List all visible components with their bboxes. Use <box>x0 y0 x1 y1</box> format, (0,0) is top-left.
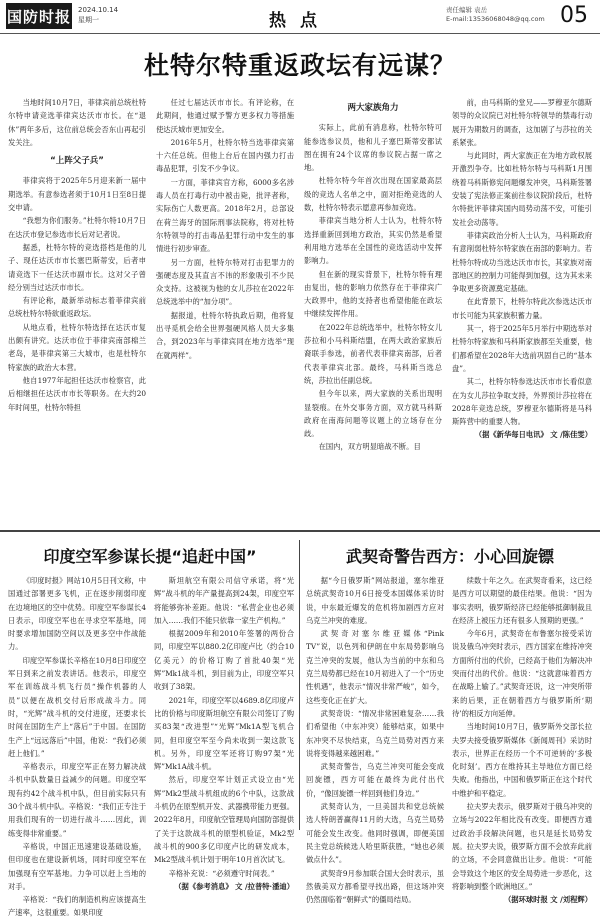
paragraph: 然后，印度空军计划正式设立由“光辉”Mk2型战斗机组成的6个中队，这款战斗机仍在原型机开发、武器携带能力更强。2022年8月，印度航空管理局向国防部提供了关于这款战斗机的原型机验证，Mk2型战斗机的900多亿印度卢比的研发成本，Mk2型战斗机计划于明年10月首次试飞。 <box>154 775 294 865</box>
column-divider <box>299 540 300 830</box>
paragraph: 实际上，此前有消息称，杜特尔特可能参选参议员，他和儿子塞巴斯蒂安都试图在拥有24个议席的参议院占据一席之地。 <box>304 123 442 173</box>
paragraph: 菲律宾政治分析人士认为，马科斯政府有意削弱杜特尔特家族在南部的影响力。若杜特尔特成功当选达沃市市长，其家族对南部地区的控制力可能得到加强，这为其未来争取更多资源奠定基础。 <box>452 230 592 294</box>
newspaper-logo: 国防时报 <box>6 3 72 29</box>
section-title: 热点 <box>269 11 331 31</box>
article2-headline: 印度空军参谋长提“追赶中国” <box>43 547 257 566</box>
paragraph: 菲律宾将于2025年5月迎来新一届中期选举。有意参选者须于10月1日至8日提交申请。 <box>8 176 146 213</box>
article-byline: （据《新华每日电讯》 文 /陈佳雯） <box>474 430 592 440</box>
section-divider <box>0 530 600 532</box>
editor-line: 责任编辑 袁岳 <box>446 6 488 14</box>
article1-column-2 <box>156 96 294 524</box>
paragraph: 在此背景下，杜特尔特此次参选达沃市市长可能为其家族积蓄力量。 <box>452 297 592 320</box>
paragraph: 但在新的现实背景下，杜特尔特有理由复出，他的影响力依然存在于菲律宾广大政界中，他的支持者也希望他能在政坛中继续发挥作用。 <box>304 269 442 319</box>
weekday-text: 星期一 <box>78 16 99 24</box>
article-byline: （据《参考消息》 文 /拉普特·潘迪） <box>174 881 294 891</box>
paragraph: 在2022年总统选举中，杜特尔特女儿莎拉和小马科斯结盟，在两大政治家族后裔联手参选，前者代表菲律宾南部，后者代表菲律宾北部。最终，马科斯当选总统，莎拉出任副总统。 <box>304 322 442 385</box>
paragraph: 与此同时，两大家族正在为地方政权展开激烈争夺。比如杜特尔特与马科斯1月围绕着马科斯修宪问题爆发冲突，马科斯签署安装了宪法修正案前往参议院阶段后，杜特尔特批评菲律宾国内局势动荡不安，可能引发社会动荡等。 <box>452 151 592 227</box>
article2-column-2 <box>154 574 294 891</box>
paragraph: 前，由马科斯的堂兄——罗穆亚尔德斯领导的众议院已对杜特尔特领导的禁毒行动展开为期数月的调查，这加剧了与莎拉的关系紧张。 <box>452 98 592 147</box>
page-header <box>0 0 600 34</box>
paragraph: 据报道，杜特尔特执政后期，他将复出寻觅机会给全世界强硬风格人员大多集合，到2023年与菲律宾同在地方选举“现在就两样”。 <box>156 310 294 360</box>
paragraph: 但今年以来，两大家族的关系出现明显裂痕。在外交事务方面，双方就马科斯政府在南海问题等议题上的立场存在分歧。 <box>304 389 442 439</box>
paragraph: 辛格表示，印度空军正在努力解决战斗机中队数量日益减少的问题。印度空军现有约42个战斗机中队，但目前实际只有30个战斗机中队。辛格说：“我们正专注于用我们现有的一切进行战斗……因此，训练变得非常重要。” <box>8 762 146 838</box>
page-number: 05 <box>560 3 588 28</box>
paragraph: 辛格补充说：“必须遵守时间表。” <box>168 868 275 878</box>
article3-headline: 武契奇警告西方：小心回旋镖 <box>345 547 554 566</box>
paragraph: 另一方面，杜特尔特对打击犯罪力的强硬态度及其直言不讳的形象吸引不少民众支持。这被视为他的女儿莎拉在2022年总统选举中的“加分项”。 <box>156 257 294 307</box>
article1-headline: 杜特尔特重返政坛有远谋？ <box>143 51 456 80</box>
paragraph: 2021年，印度空军以4689.8亿印度卢比的价格与印度斯坦航空有限公司签订了购买83架“改进型”“光辉”Mk1A型飞机合同，但印度空军至今尚未收到一架这款飞机。另外，印度空军还将订购97架“光辉”Mk1A战斗机。 <box>154 695 294 772</box>
paragraph: 当地时间10月7日，菲律宾前总统杜特尔特申请竞选菲律宾达沃市市长。在“退休”两年多后，这位前总统会否东山再起引发关注。 <box>8 98 146 147</box>
paragraph: 2016年5月，杜特尔特当选菲律宾第十六任总统。但他上台后在国内强力打击毒品犯罪，引发不少争议。 <box>156 137 294 174</box>
email-line: E-mail:13536068048@qq.com <box>446 15 545 23</box>
paragraph: 在国内，双方明显暗战不断。目 <box>318 442 421 452</box>
article3-column-2 <box>452 574 592 905</box>
paragraph: 辛格说，中国正迅速建设基础设施，但印度也在建设新机场，同时印度空军在加强现有空军基地。力争可以赶上当地的对手。 <box>8 841 146 891</box>
paragraph: 武契奇对塞尔维亚媒体“Pink TV”说，以色列和伊朗在中东局势影响乌克兰冲突的发展，他认为当前的中东和乌克兰局势都已经在10月初进入了一个“历史性机遇”，他表示“情况非常严峻”，如今，这些变化正在扩大。 <box>306 629 444 705</box>
article3-column-1 <box>306 574 444 905</box>
editor-info <box>446 6 545 24</box>
paragraph: 斯坦航空有限公司信守承诺，将“光辉”战斗机的年产量提高到24架，印度空军将能够弥补差距。他说：“私营企业也必须加入……我们不能只依靠一家生产机构。” <box>154 576 294 625</box>
article1-column-4 <box>452 96 592 524</box>
article2-column-1 <box>8 574 146 918</box>
article1-column-3 <box>304 96 442 524</box>
paragraph: 武契奇认为，一旦美国共和党总统候选人特朗普赢得11月的大选，乌克兰局势可能会发生改变。他同时强调，即便美国民主党总统候选人哈里斯获胜，“她也必须做点什么”。 <box>306 802 444 865</box>
subheading: 两大家族角力 <box>347 103 399 113</box>
paragraph: 辛格说：“我们的制造机构应该提高生产速率，这很重要。如果印度 <box>8 895 146 918</box>
paragraph: 一方面，菲律宾官方称，6000多名涉毒人员在打毒行动中被击毙，批评者称，实际伤亡人数更高。2018年2月，总部设在荷兰海牙的国际刑事法院称，将对杜特尔特领导的打击毒品犯罪行动中发生的事情进行初步审查。 <box>156 177 294 254</box>
paragraph: 菲律宾当地分析人士认为，杜特尔特选择重新回到地方政治，其实仍然是希望利用地方选举在全国性的竞选活动中发挥影响力。 <box>304 216 442 266</box>
paragraph: 其一，将于2025年5月举行中期选举对杜特尔特家族和马科斯家族都至关重要，他们都希望在2028年大选前巩固自己的“基本盘”。 <box>452 324 592 373</box>
paragraph: 杜特尔特今年首次出现在国家最高层级的竞选人名单之中，面对拒绝竞选的人数，杜特尔特表示愿意再参加竞选。 <box>304 176 442 213</box>
paragraph: 印度空军参谋长辛格在10月8日印度空军日到来之前发表讲话。他表示，印度空军在训练战斗机飞行员“操作机器的人员”以便在战机交付后形成战斗力。同时，“光辉”战斗机的交付进度，还要求长时间在国防生产上“落后”于中国。在国防生产上“远远落后”中国，他说：“我们必须赶上他们。” <box>8 655 146 758</box>
paragraph: 武契奇9月参加联合国大会时表示，虽然俄美双方都希望寻找出路，但这场冲突仍然面临着“朝鲜式”的僵局结局。 <box>306 868 444 905</box>
paragraph: 根据2009年和2010年签署的两份合同，印度空军以880.2亿印度卢比（约合10亿美元）的价格订购了首批40架“光辉”Mk1战斗机，到目前为止，印度空军只收到了38架。 <box>154 629 294 692</box>
paragraph: 其二，杜特尔特参选达沃市市长看似意在为女儿莎拉争取支持，外界预计莎拉将在2028年竞选总统，罗穆亚尔德斯将是马科斯阵营中的重要人物。 <box>452 377 592 427</box>
paragraph: 续数十年之久。在武契奇看来，这已经是西方可以期望的最佳结果。他说：“因为事实表明，俄罗斯经济已经能够抵御制裁且在经济上被压力还有很多人预期的更强。” <box>452 576 592 625</box>
article1-column-1 <box>8 96 146 524</box>
paragraph: 当地时间10月7日，俄罗斯外交部长拉夫罗夫接受俄罗斯媒体《新闻周刊》采访时表示，世界正在经历一个不可逆转的‘多极化时刻’。西方在维持其主导地位方面已经失败。他指出，中国和俄罗斯正在这个时代中维护和平稳定。 <box>452 722 592 798</box>
subheading: “上阵父子兵” <box>50 156 104 167</box>
paragraph: 据“今日俄罗斯”网站报道，塞尔维亚总统武契奇10月6日接受本国媒体采访时说，中东最近爆发的危机将加剧西方应对乌克兰冲突的难度。 <box>306 576 444 625</box>
paragraph: 从地点看，杜特尔特选择在达沃市复出颇有讲究。达沃市位于菲律宾南部棉兰老岛，是菲律宾第三大城市，也是杜特尔特家族的政治大本营。 <box>8 322 146 372</box>
paragraph: 拉夫罗夫表示，俄罗斯对于俄乌冲突的立场与2022年相比没有改变。即便西方通过政治手段解决问题，也只是延长局势发展。拉夫罗夫说，俄罗斯方面不会放弃此前的立场，不会同意做出让步。他说：“可能会导致这个地区的安全局势进一步恶化，这将影响到整个欧洲地区。” <box>452 802 592 891</box>
paragraph: 武契奇警告，乌克兰冲突可能会变成回旋镖，西方可能在最终为此付出代价，“像回旋镖一样回到他们身边。” <box>306 762 444 798</box>
paragraph: 任过七届达沃市市长。有评论称，在此期间，他通过赋予警方更多权力等措施使达沃城市更加安全。 <box>156 98 294 134</box>
paragraph: 他自1977年起担任达沃市检察官，此后相继担任达沃市市长等职务。在大约20年时间里，杜特尔特担 <box>8 375 146 412</box>
paragraph: 据悉，杜特尔特的竞选搭档是他的儿子、现任达沃市市长塞巴斯蒂安，后者申请竞选下一任达沃市副市长。这对父子曾经分别当过达沃市市长。 <box>8 242 146 292</box>
paragraph: 《印度时报》网站10月5日刊文称，中国通过部署更多飞机，正在逐步削弱印度在边境地区的空中优势。印度空军参谋长4日表示，印度空军也在寻求空军基地，同时要求增加国防空间以及更多空中作战能力。 <box>8 576 146 652</box>
paragraph: 武契奇说：“情况非常困难复杂……我们希望他（中东冲突）能够结束，如果中东冲突不尽快结束，乌克兰局势对西方来说将变得越来越困难。” <box>306 708 444 758</box>
date-text: 2024.10.14 <box>78 6 119 14</box>
paragraph: 今年6月，武契奇在布鲁塞尔接受采访说及俄乌冲突时表示，西方国家在维持冲突方面所付出的代价，已经高于他们为解决冲突而付出的代价。他说：“这就意味着西方在战略上输了。”武契奇还说，这一冲突所带来的后果，正在朝着西方与俄罗斯所‘期待’的相反方向延伸。 <box>452 629 592 718</box>
paragraph: 有评论称，最新举动标志着菲律宾前总统杜特尔特欲重返政坛。 <box>8 296 146 319</box>
article-byline: （据环球时报 文 /刘程辉） <box>503 895 592 905</box>
paragraph: “我想为你们服务。”杜特尔特10月7日在达沃市登记参选市长后对记者说。 <box>8 216 146 239</box>
